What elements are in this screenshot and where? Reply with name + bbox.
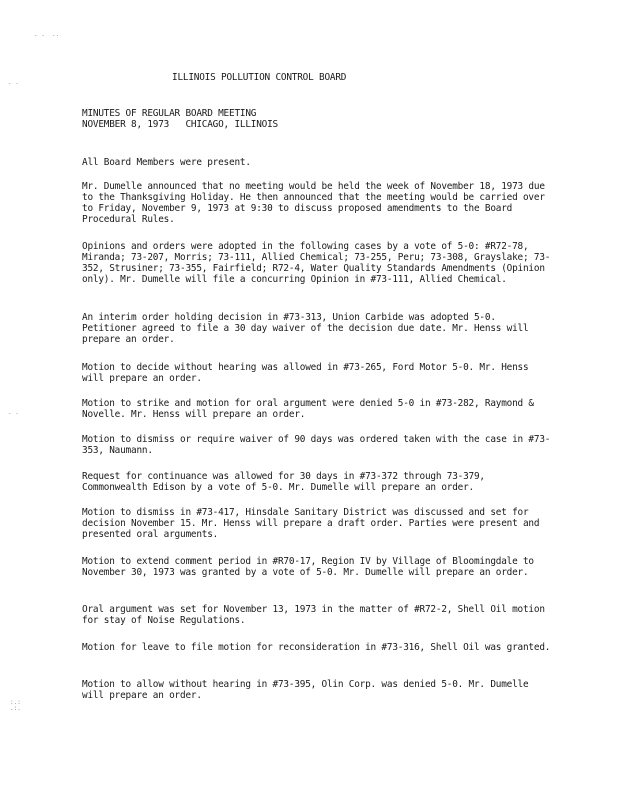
scan-speck: :.: .:. [10, 699, 21, 712]
paragraph-continuance: Request for continuance was allowed for 30 days in #73-372 through 73-379, Commonwealth Edison by a vote of 5-0. Mr. Dumelle will prepare an order. [82, 471, 491, 493]
scan-speck: . . [8, 409, 19, 416]
paragraph-interim-order: An interim order holding decision in #73-313, Union Carbide was adopted 5-0. Petitioner agreed to file a 30 day waiver of the decision due date. Mr. Henss will prepare an order. [82, 312, 534, 345]
scan-speck: . . [8, 79, 19, 86]
minutes-heading: MINUTES OF REGULAR BOARD MEETING [82, 108, 257, 119]
board-title: ILLINOIS POLLUTION CONTROL BOARD [172, 72, 347, 83]
paragraph-oral-argument: Oral argument was set for November 13, 1973 in the matter of #R72-2, Shell Oil motion for stay of Noise Regulations. [82, 604, 551, 626]
paragraph-motion-to-dismiss: Motion to dismiss or require waiver of 90 days was ordered taken with the case in #73-353, Naumann. [82, 434, 551, 456]
paragraph-decide-without-hearing: Motion to decide without hearing was allowed in #73-265, Ford Motor 5-0. Mr. Henss will prepare an order. [82, 362, 534, 384]
paragraph-opinions-adopted: Opinions and orders were adopted in the following cases by a vote of 5-0: #R72-78, Miranda; 73-207, Morris; 73-111, Allied Chemical; 73-255, Peru; 73-308, Grayslake; 73-352, Strusiner; 73-355, Fairfield; R72-4, Water Quality Standards Amendments (Opinion only). Mr. Dumelle will file a concurring Opinion in #73-111, Allied Chemical. [82, 241, 551, 285]
scan-speck: . . .. [34, 31, 60, 38]
paragraph-comment-period: Motion to extend comment period in #R70-17, Region IV by Village of Bloomingdale to November 30, 1973 was granted by a vote of 5-0. Mr. Dumelle will prepare an order. [82, 556, 540, 578]
meeting-date-location: NOVEMBER 8, 1973 CHICAGO, ILLINOIS [82, 119, 278, 130]
paragraph-reconsideration: Motion for leave to file motion for reconsideration in #73-316, Shell Oil was granted. [82, 642, 551, 653]
paragraph-hinsdale-dismiss: Motion to dismiss in #73-417, Hinsdale Sanitary District was discussed and set for decision November 15. Mr. Henss will prepare a draft order. Parties were present and presented oral arguments. [82, 507, 545, 540]
paragraph-announcement: Mr. Dumelle announced that no meeting would be held the week of November 18, 1973 due to the Thanksgiving Holiday. He then announced that the meeting would be carried over to Friday, November 9, 1973 at 9:30 to discuss proposed amendments to the Board Procedural Rules. [82, 181, 551, 225]
paragraph-olin-corp: Motion to allow without hearing in #73-395, Olin Corp. was denied 5-0. Mr. Dumelle will prepare an order. [82, 679, 534, 701]
paragraph-attendance: All Board Members were present. [82, 157, 251, 168]
paragraph-motion-to-strike: Motion to strike and motion for oral argument were denied 5-0 in #73-282, Raymond & Novelle. Mr. Henss will prepare an order. [82, 398, 540, 420]
